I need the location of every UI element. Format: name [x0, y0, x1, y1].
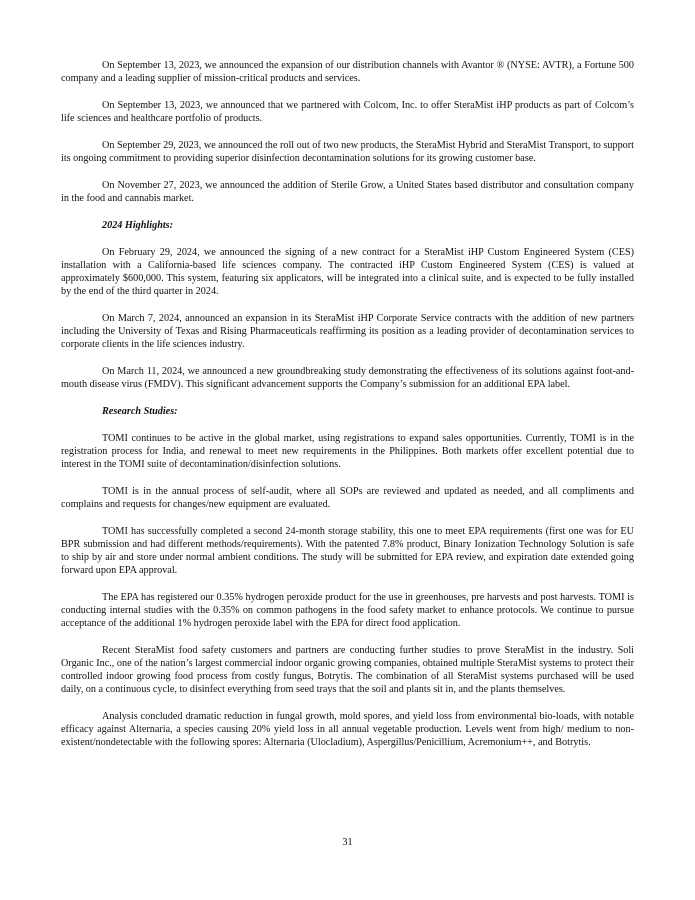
paragraph-self-audit: TOMI is in the annual process of self-audit, where all SOPs are reviewed and updated as needed, and all compliments and complains and requests for changes/new equipment are evaluated. [61, 486, 634, 510]
paragraph-corporate-service: On March 7, 2024, announced an expansion in its SteraMist iHP Corporate Service contracts with the addition of new partners including the University of Texas and Rising Pharmaceuticals reaffirming its position as a leading provider of decontamination services to corporate clients in the life sciences industry. [61, 313, 634, 350]
paragraph-epa-registration: The EPA has registered our 0.35% hydrogen peroxide product for the use in greenhouses, pre harvests and post harvests. TOMI is conducting internal studies with the 0.35% on common pathogens in the food safety market to enhance protocols. We continue to pursue acceptance of the additional 1% hydrogen peroxide label with the EPA for direct food application. [61, 592, 634, 629]
paragraph-colcom: On September 13, 2023, we announced that we partnered with Colcom, Inc. to offer SteraMist iHP products as part of Colcom’s life sciences and healthcare portfolio of products. [61, 100, 634, 124]
paragraph-global-market: TOMI continues to be active in the global market, using registrations to expand sales opportunities. Currently, TOMI is in the registration process for India, and renewal to meet new requirements in the Philippines. Both markets offer excellent potential due to interest in the TOMI suite of decontamination/disinfection solutions. [61, 433, 634, 470]
section-heading-research-studies: Research Studies: [102, 406, 178, 417]
page-number: 31 [342, 837, 353, 848]
paragraph-ces-contract: On February 29, 2024, we announced the signing of a new contract for a SteraMist iHP Custom Engineered System (CES) installation with a California-based life sciences company. The contracted iHP Custom Engineered System (CES) is valued at approximately $600,000. This system, featuring six applicators, will be integrated into a clinical suite, and is expected to be fully installed by the end of the third quarter in 2024. [61, 247, 634, 297]
paragraph-fmdv-study: On March 11, 2024, we announced a new groundbreaking study demonstrating the effectiveness of its solutions against foot-and-mouth disease virus (FMDV). This significant advancement supports the Company’s submission for an additional EPA label. [61, 366, 634, 390]
paragraph-new-products: On September 29, 2023, we announced the roll out of two new products, the SteraMist Hybrid and SteraMist Transport, to support its ongoing commitment to providing superior disinfection decontamination solutions for its growing customer base. [61, 140, 634, 164]
section-heading-2024-highlights: 2024 Highlights: [102, 220, 174, 231]
paragraph-analysis: Analysis concluded dramatic reduction in fungal growth, mold spores, and yield loss from environmental bio-loads, with notable efficacy against Alternaria, a species causing 20% yield loss in all annual vegetable production. Levels went from high/ medium to non-existent/nondetectable with the following spores: Alternaria (Ulocladium), Aspergillus/Penicillium, Acremonium++, and Botrytis. [61, 711, 634, 748]
paragraph-food-safety: Recent SteraMist food safety customers and partners are conducting further studies to prove SteraMist in the industry. Soli Organic Inc., one of the nation’s largest commercial indoor organic growing companies, obtained multiple SteraMist systems to protect their controlled indoor growing food process from costly fungus, Botrytis. The combination of all SteraMist systems purchased will be used daily, on a continuous cycle, to disinfect everything from seed trays that the soil and plants sit in, and the plants themselves. [61, 645, 634, 695]
paragraph-storage-stability: TOMI has successfully completed a second 24-month storage stability, this one to meet EPA requirements (first one was for EU BPR submission and had different methods/requirements). With the patented 7.8% product, Binary Ionization Technology Solution is safe to ship by air and store under normal ambient conditions. The study will be submitted for EPA review, and expiration date extended going forward upon EPA approval. [61, 526, 634, 576]
paragraph-avantor: On September 13, 2023, we announced the expansion of our distribution channels with Avantor ® (NYSE: AVTR), a Fortune 500 company and a leading supplier of mission-critical products and services. [61, 60, 634, 84]
paragraph-sterile-grow: On November 27, 2023, we announced the addition of Sterile Grow, a United States based distributor and consultation company in the food and cannabis market. [61, 180, 634, 204]
